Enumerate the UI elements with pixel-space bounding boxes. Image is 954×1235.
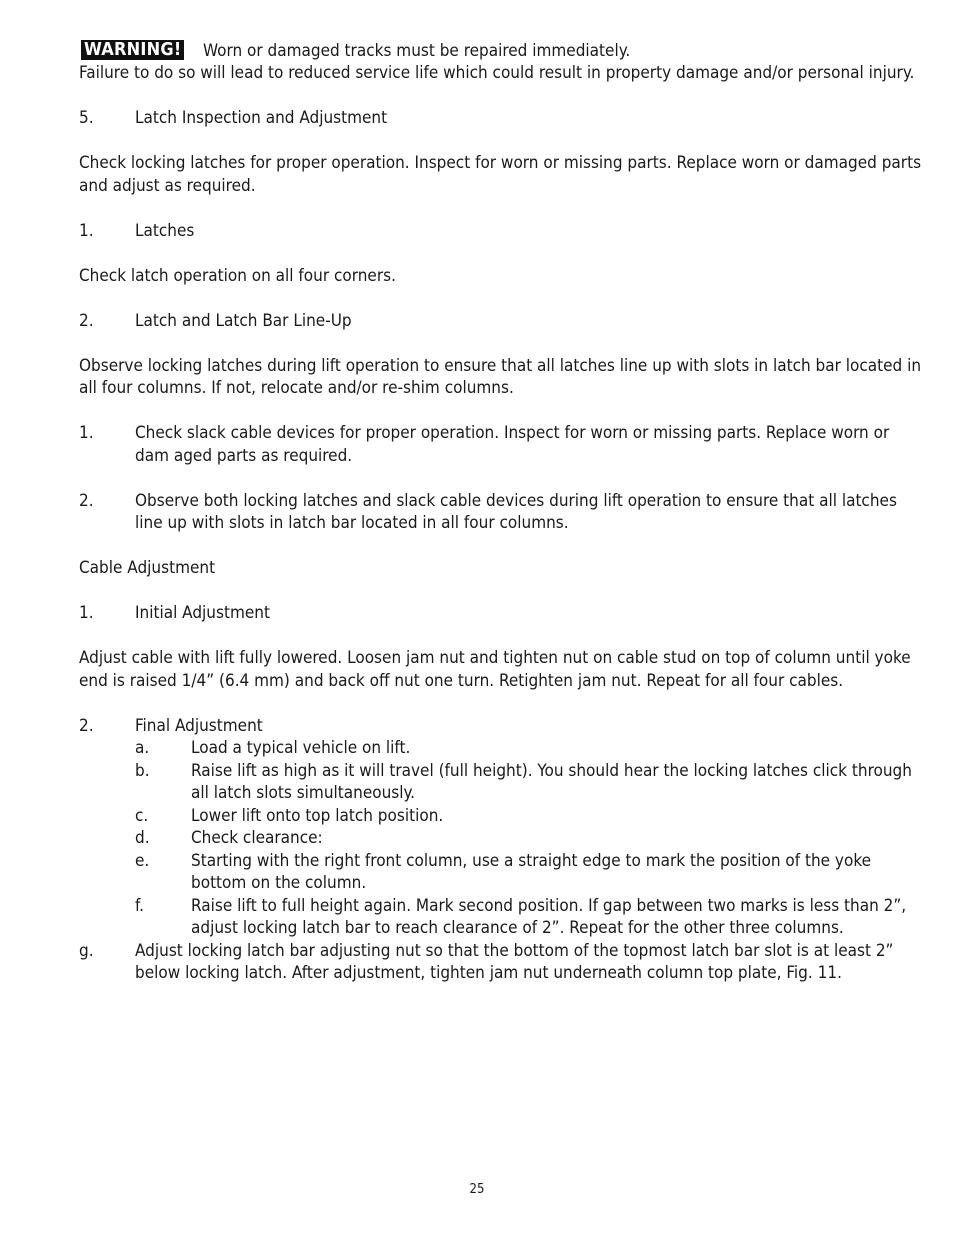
step-text: Lower lift onto top latch position. xyxy=(191,805,444,826)
step-text: Adjust locking latch bar adjusting nut so that the bottom of the topmost latch bar slot is at least 2” below locking latch. After adjustment, tighten jam nut underneath column top plate, Fig. 11. xyxy=(135,940,894,983)
item-text: Check slack cable devices for proper operation. Inspect for worn or missing parts. Replace worn or dam aged parts as required. xyxy=(135,423,890,466)
item-number: 1. xyxy=(79,220,94,241)
step-letter: b. xyxy=(135,760,150,781)
item-number: 1. xyxy=(79,423,94,443)
step-letter: e. xyxy=(135,850,150,871)
latch-section-heading xyxy=(79,107,924,130)
final-step xyxy=(79,895,924,940)
step-letter: f. xyxy=(135,895,144,916)
step-text: Load a typical vehicle on lift. xyxy=(191,738,411,758)
item-number: 2. xyxy=(79,715,94,736)
final-adjustment-heading xyxy=(79,715,924,738)
cable-adjustment-title: Cable Adjustment xyxy=(79,558,216,578)
warning-badge: WARNING! xyxy=(81,40,184,60)
item-number: 2. xyxy=(79,490,94,511)
document-page xyxy=(79,40,924,985)
page-number: 25 xyxy=(469,1182,485,1197)
item-title: Initial Adjustment xyxy=(135,603,270,623)
final-step xyxy=(79,737,924,760)
latches-text: Check latch operation on all four corners. xyxy=(79,265,396,286)
initial-adjustment-heading xyxy=(79,602,924,625)
step-text: Starting with the right front column, use a straight edge to mark the position of the yoke bottom on the column. xyxy=(191,850,871,893)
final-step xyxy=(79,850,924,895)
item-number: 1. xyxy=(79,603,94,623)
warning-line xyxy=(79,40,924,62)
item-title: Final Adjustment xyxy=(135,715,263,736)
slack-cable-item xyxy=(79,490,924,535)
step-letter: a. xyxy=(135,738,150,758)
item-title: Latches xyxy=(135,220,195,241)
step-letter: g. xyxy=(79,940,94,961)
lineup-heading xyxy=(79,310,924,333)
final-step xyxy=(79,760,924,805)
section-title: Latch Inspection and Adjustment xyxy=(135,108,388,128)
step-text: Raise lift as high as it will travel (full height). You should hear the locking latches click through all latch slots simultaneously. xyxy=(191,760,912,803)
latches-heading xyxy=(79,220,924,243)
item-title: Latch and Latch Bar Line-Up xyxy=(135,310,352,331)
initial-adjustment-text: Adjust cable with lift fully lowered. Loosen jam nut and tighten nut on cable stud on top of column until yoke end is raised 1/4” (6.4 mm) and back off nut one turn. Retighten jam nut. Repeat for all four cables. xyxy=(79,648,911,691)
final-step-g xyxy=(79,940,924,985)
slack-cable-item xyxy=(79,422,924,467)
step-text: Check clearance: xyxy=(191,828,323,848)
final-step xyxy=(79,805,924,828)
step-letter: d. xyxy=(135,828,150,848)
final-step xyxy=(79,827,924,850)
item-text: Observe both locking latches and slack cable devices during lift operation to ensure that all latches line up with slots in latch bar located in all four columns. xyxy=(135,490,897,533)
step-text: Raise lift to full height again. Mark second position. If gap between two marks is less than 2”, adjust locking latch bar to reach clearance of 2”. Repeat for the other three columns. xyxy=(191,895,907,938)
item-number: 2. xyxy=(79,310,94,331)
step-letter: c. xyxy=(135,805,149,826)
warning-headline: Worn or damaged tracks must be repaired immediately. xyxy=(203,41,631,61)
lineup-text: Observe locking latches during lift operation to ensure that all latches line up with slots in latch bar located in all four columns. If not, relocate and/or re-shim columns. xyxy=(79,355,922,398)
section-number: 5. xyxy=(79,108,94,128)
latch-intro: Check locking latches for proper operation. Inspect for worn or missing parts. Replace worn or damaged parts and adjust as required. xyxy=(79,153,922,196)
warning-detail: Failure to do so will lead to reduced service life which could result in property damage and/or personal injury. xyxy=(79,63,915,83)
